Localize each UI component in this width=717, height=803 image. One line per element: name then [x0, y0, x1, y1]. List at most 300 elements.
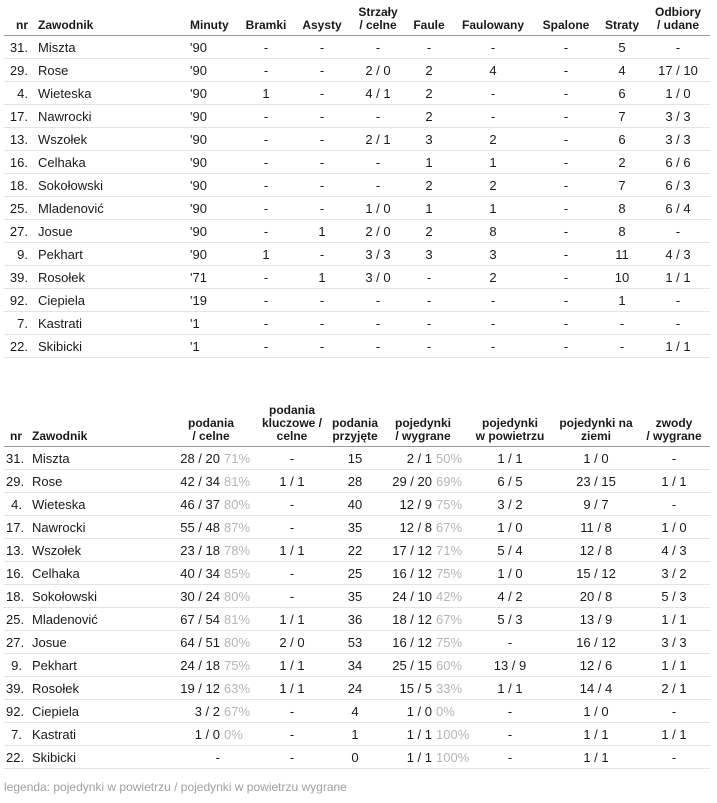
- cell-minutes: '90: [188, 220, 238, 243]
- cell-offside: -: [534, 220, 598, 243]
- cell-aerial-duels: 1 / 0: [466, 562, 554, 585]
- table-row: [4, 447, 710, 470]
- cell-aerial-duels: 5 / 3: [466, 608, 554, 631]
- cell-passes: [168, 677, 254, 700]
- cell-shots: 2 / 0: [350, 59, 406, 82]
- cell-player: Skibicki: [34, 335, 188, 358]
- cell-aerial-duels: 1 / 1: [466, 677, 554, 700]
- cell-recoveries: 1 / 1: [646, 335, 710, 358]
- cell-aerial-duels: 13 / 9: [466, 654, 554, 677]
- table-row: [4, 493, 710, 516]
- cell-passes: [168, 539, 254, 562]
- cell-player: Wszołek: [34, 128, 188, 151]
- cell-ground-duels: 16 / 12: [554, 631, 638, 654]
- cell-fouls: 2: [406, 82, 452, 105]
- cell-dribbles: 5 / 3: [638, 585, 710, 608]
- cell-duels-percent: 33%: [436, 680, 463, 696]
- cell-assists: -: [294, 312, 350, 335]
- cell-fouls: 1: [406, 197, 452, 220]
- header-received-passes: podania przyjęte: [330, 404, 380, 447]
- cell-fouls: -: [406, 312, 452, 335]
- cell-nr: 4.: [4, 82, 34, 105]
- cell-dribbles: -: [638, 493, 710, 516]
- header-minutes: Minuty: [188, 6, 238, 36]
- cell-player: Josue: [34, 220, 188, 243]
- cell-player: Sokołowski: [34, 174, 188, 197]
- cell-passes: [168, 631, 254, 654]
- cell-recoveries: 4 / 3: [646, 243, 710, 266]
- cell-duels-percent: 75%: [436, 565, 463, 581]
- cell-shots: -: [350, 335, 406, 358]
- cell-fouls: 1: [406, 151, 452, 174]
- cell-passes: [168, 700, 254, 723]
- cell-shots: 3 / 3: [350, 243, 406, 266]
- header-player: Zawodnik: [28, 404, 168, 447]
- cell-passes-percent: 85%: [224, 565, 251, 581]
- cell-duels-percent: 75%: [436, 496, 463, 512]
- cell-key-passes: -: [254, 585, 330, 608]
- cell-passes-value: 30 / 24: [180, 588, 220, 604]
- cell-received-passes: 34: [330, 654, 380, 677]
- cell-losses: -: [598, 335, 646, 358]
- cell-received-passes: 28: [330, 470, 380, 493]
- cell-recoveries: -: [646, 312, 710, 335]
- cell-losses: 8: [598, 197, 646, 220]
- cell-ground-duels: 12 / 6: [554, 654, 638, 677]
- cell-minutes: '90: [188, 174, 238, 197]
- cell-minutes: '90: [188, 243, 238, 266]
- cell-duels: [380, 723, 470, 746]
- cell-dribbles: 3 / 3: [638, 631, 710, 654]
- cell-duels: [380, 677, 466, 700]
- table-row: [4, 151, 710, 174]
- cell-minutes: '90: [188, 197, 238, 220]
- cell-passes: [168, 470, 254, 493]
- cell-passes-value: 55 / 48: [180, 519, 220, 535]
- cell-minutes: '90: [188, 59, 238, 82]
- cell-passes: [168, 585, 254, 608]
- cell-duels: [380, 608, 466, 631]
- cell-goals: 1: [238, 243, 294, 266]
- cell-ground-duels: 1 / 1: [554, 746, 638, 769]
- cell-nr: 18.: [4, 585, 28, 608]
- cell-passes-value: 28 / 20: [180, 450, 220, 466]
- table-row: [4, 82, 710, 105]
- cell-passes-percent: 81%: [224, 611, 251, 627]
- cell-fouled: -: [452, 105, 534, 128]
- cell-duels-percent: 67%: [436, 611, 463, 627]
- cell-key-passes: -: [254, 447, 330, 470]
- cell-key-passes: 1 / 1: [254, 608, 330, 631]
- cell-duels-value: 24 / 10: [392, 588, 432, 604]
- cell-key-passes: -: [254, 516, 330, 539]
- cell-passes-value: 40 / 34: [180, 565, 220, 581]
- cell-ground-duels: 9 / 7: [554, 493, 638, 516]
- legend-note: legenda: pojedynki w powietrzu / pojedynki w powietrzu wygrane: [4, 780, 347, 794]
- cell-dribbles: 1 / 1: [638, 723, 710, 746]
- cell-duels-value: 25 / 15: [392, 657, 432, 673]
- cell-passes-percent: 80%: [224, 634, 251, 650]
- cell-offside: -: [534, 59, 598, 82]
- cell-player: Rosołek: [28, 677, 168, 700]
- cell-key-passes: 1 / 1: [254, 654, 330, 677]
- cell-assists: 1: [294, 220, 350, 243]
- table-row: [4, 539, 710, 562]
- cell-ground-duels: 1 / 1: [554, 723, 638, 746]
- header-dribbles: zwody / wygrane: [638, 404, 710, 447]
- cell-player: Miszta: [34, 36, 188, 59]
- cell-fouls: -: [406, 36, 452, 59]
- cell-duels-value: 12 / 8: [399, 519, 432, 535]
- cell-assists: -: [294, 335, 350, 358]
- cell-fouled: 2: [452, 266, 534, 289]
- cell-duels-value: 18 / 12: [392, 611, 432, 627]
- cell-ground-duels: 15 / 12: [554, 562, 638, 585]
- cell-player: Wieteska: [34, 82, 188, 105]
- table-row: [4, 654, 710, 677]
- cell-fouls: -: [406, 266, 452, 289]
- cell-ground-duels: 23 / 15: [554, 470, 638, 493]
- cell-assists: -: [294, 197, 350, 220]
- cell-ground-duels: 13 / 9: [554, 608, 638, 631]
- cell-shots: -: [350, 36, 406, 59]
- table-row: [4, 746, 710, 769]
- table-row: [4, 677, 710, 700]
- cell-shots: -: [350, 312, 406, 335]
- cell-player: Kastrati: [34, 312, 188, 335]
- cell-minutes: '1: [188, 335, 238, 358]
- cell-fouled: 3: [452, 243, 534, 266]
- cell-received-passes: 35: [330, 585, 380, 608]
- table-row: [4, 335, 710, 358]
- cell-duels-percent: 75%: [436, 634, 463, 650]
- cell-assists: -: [294, 174, 350, 197]
- cell-assists: -: [294, 82, 350, 105]
- cell-duels-value: 1 / 0: [406, 703, 432, 719]
- header-fouls: Faule: [406, 6, 452, 36]
- table-row: [4, 197, 710, 220]
- header-passes: podania / celne: [168, 404, 254, 447]
- cell-assists: -: [294, 289, 350, 312]
- cell-losses: 4: [598, 59, 646, 82]
- cell-passes: [168, 516, 254, 539]
- cell-offside: -: [534, 312, 598, 335]
- cell-duels-value: 2 / 1: [406, 450, 432, 466]
- cell-passes-percent: 0%: [224, 726, 243, 742]
- cell-player: Nawrocki: [28, 516, 168, 539]
- cell-fouls: 2: [406, 105, 452, 128]
- cell-duels: [380, 447, 466, 470]
- cell-key-passes: -: [254, 700, 330, 723]
- cell-offside: -: [534, 335, 598, 358]
- cell-ground-duels: 1 / 0: [554, 700, 638, 723]
- cell-offside: -: [534, 151, 598, 174]
- cell-duels: [380, 493, 466, 516]
- player-stats-table-2: [4, 404, 710, 769]
- cell-passes: [168, 723, 254, 746]
- cell-fouled: -: [452, 82, 534, 105]
- cell-goals: -: [238, 174, 294, 197]
- table-row: [4, 289, 710, 312]
- cell-duels: [380, 539, 466, 562]
- cell-losses: 7: [598, 174, 646, 197]
- cell-passes-percent: 80%: [224, 588, 251, 604]
- cell-losses: -: [598, 312, 646, 335]
- cell-recoveries: 1 / 1: [646, 266, 710, 289]
- cell-fouled: 2: [452, 174, 534, 197]
- cell-duels-value: 12 / 9: [399, 496, 432, 512]
- cell-shots: 4 / 1: [350, 82, 406, 105]
- cell-nr: 9.: [4, 243, 34, 266]
- header-fouled: Faulowany: [452, 6, 534, 36]
- cell-fouled: -: [452, 289, 534, 312]
- cell-duels-percent: 100%: [436, 749, 470, 765]
- cell-player: Ciepiela: [34, 289, 188, 312]
- cell-aerial-duels: 6 / 5: [466, 470, 554, 493]
- cell-aerial-duels: 1 / 1: [466, 447, 554, 470]
- cell-minutes: '1: [188, 312, 238, 335]
- cell-shots: -: [350, 151, 406, 174]
- cell-fouled: 1: [452, 151, 534, 174]
- cell-nr: 92.: [4, 700, 28, 723]
- cell-received-passes: 35: [330, 516, 380, 539]
- cell-dribbles: -: [638, 447, 710, 470]
- table-header-row: [4, 404, 710, 447]
- cell-nr: 25.: [4, 608, 28, 631]
- table-row: [4, 470, 710, 493]
- cell-duels: [380, 470, 466, 493]
- cell-shots: 2 / 0: [350, 220, 406, 243]
- cell-passes-percent: 80%: [224, 496, 251, 512]
- cell-passes: [168, 608, 254, 631]
- header-offside: Spalone: [534, 6, 598, 36]
- cell-duels: [380, 700, 466, 723]
- cell-passes-value: 24 / 18: [180, 657, 220, 673]
- cell-nr: 39.: [4, 266, 34, 289]
- header-recoveries: Odbiory / udane: [646, 6, 710, 36]
- cell-passes-value: 67 / 54: [180, 611, 220, 627]
- table-row: [4, 220, 710, 243]
- table-row: [4, 105, 710, 128]
- cell-passes-value: 46 / 37: [180, 496, 220, 512]
- cell-player: Pekhart: [28, 654, 168, 677]
- cell-aerial-duels: 5 / 4: [466, 539, 554, 562]
- cell-duels-percent: 67%: [436, 519, 463, 535]
- cell-aerial-duels: 1 / 0: [466, 516, 554, 539]
- cell-dribbles: 3 / 2: [638, 562, 710, 585]
- cell-received-passes: 24: [330, 677, 380, 700]
- table-header-row: [4, 6, 710, 36]
- cell-goals: -: [238, 289, 294, 312]
- cell-passes: [168, 746, 254, 769]
- table-row: [4, 562, 710, 585]
- header-nr: nr: [4, 404, 28, 447]
- cell-shots: 1 / 0: [350, 197, 406, 220]
- cell-key-passes: -: [254, 493, 330, 516]
- cell-dribbles: 4 / 3: [638, 539, 710, 562]
- cell-fouls: 2: [406, 59, 452, 82]
- cell-duels-value: 15 / 5: [399, 680, 432, 696]
- cell-goals: -: [238, 128, 294, 151]
- cell-shots: 3 / 0: [350, 266, 406, 289]
- table-row: [4, 631, 710, 654]
- cell-key-passes: -: [254, 723, 330, 746]
- cell-aerial-duels: -: [466, 723, 554, 746]
- header-assists: Asysty: [294, 6, 350, 36]
- cell-fouled: 8: [452, 220, 534, 243]
- cell-recoveries: 3 / 3: [646, 105, 710, 128]
- cell-duels-value: 1 / 1: [406, 726, 432, 742]
- cell-key-passes: 2 / 0: [254, 631, 330, 654]
- cell-aerial-duels: 4 / 2: [466, 585, 554, 608]
- header-player: Zawodnik: [34, 6, 188, 36]
- cell-player: Nawrocki: [34, 105, 188, 128]
- cell-fouls: -: [406, 335, 452, 358]
- cell-dribbles: -: [638, 700, 710, 723]
- table-row: [4, 128, 710, 151]
- cell-fouls: 2: [406, 220, 452, 243]
- cell-passes-value: 1 / 0: [194, 726, 220, 742]
- cell-player: Ciepiela: [28, 700, 168, 723]
- cell-shots: -: [350, 289, 406, 312]
- cell-player: Wieteska: [28, 493, 168, 516]
- player-stats-table-1: [4, 6, 710, 358]
- cell-dribbles: 2 / 1: [638, 677, 710, 700]
- cell-recoveries: 1 / 0: [646, 82, 710, 105]
- cell-nr: 17.: [4, 516, 28, 539]
- cell-losses: 5: [598, 36, 646, 59]
- cell-nr: 25.: [4, 197, 34, 220]
- cell-losses: 10: [598, 266, 646, 289]
- cell-key-passes: -: [254, 746, 330, 769]
- cell-nr: 31.: [4, 36, 34, 59]
- cell-losses: 6: [598, 128, 646, 151]
- cell-nr: 18.: [4, 174, 34, 197]
- cell-nr: 29.: [4, 59, 34, 82]
- cell-received-passes: 40: [330, 493, 380, 516]
- cell-ground-duels: 1 / 0: [554, 447, 638, 470]
- cell-received-passes: 53: [330, 631, 380, 654]
- cell-offside: -: [534, 266, 598, 289]
- cell-passes-value: 19 / 12: [180, 680, 220, 696]
- cell-player: Celhaka: [34, 151, 188, 174]
- cell-player: Mladenović: [28, 608, 168, 631]
- cell-player: Rosołek: [34, 266, 188, 289]
- cell-received-passes: 1: [330, 723, 380, 746]
- table-row: [4, 516, 710, 539]
- cell-player: Josue: [28, 631, 168, 654]
- header-goals: Bramki: [238, 6, 294, 36]
- cell-duels-percent: 100%: [436, 726, 470, 742]
- cell-assists: -: [294, 128, 350, 151]
- cell-losses: 11: [598, 243, 646, 266]
- header-shots: Strzały / celne: [350, 6, 406, 36]
- cell-recoveries: 6 / 4: [646, 197, 710, 220]
- cell-duels-value: 29 / 20: [392, 473, 432, 489]
- header-losses: Straty: [598, 6, 646, 36]
- cell-player: Mladenović: [34, 197, 188, 220]
- cell-ground-duels: 20 / 8: [554, 585, 638, 608]
- cell-aerial-duels: 3 / 2: [466, 493, 554, 516]
- cell-assists: -: [294, 243, 350, 266]
- cell-fouls: -: [406, 289, 452, 312]
- cell-passes-percent: 75%: [224, 657, 251, 673]
- cell-goals: -: [238, 312, 294, 335]
- cell-duels: [380, 654, 466, 677]
- cell-recoveries: 6 / 6: [646, 151, 710, 174]
- table-row: [4, 585, 710, 608]
- cell-nr: 13.: [4, 128, 34, 151]
- cell-duels: [380, 516, 466, 539]
- cell-dribbles: 1 / 1: [638, 470, 710, 493]
- cell-ground-duels: 11 / 8: [554, 516, 638, 539]
- header-aerial-duels: pojedynki w powietrzu: [466, 404, 554, 447]
- cell-passes-percent: 87%: [224, 519, 251, 535]
- header-ground-duels: pojedynki na ziemi: [554, 404, 638, 447]
- cell-offside: -: [534, 174, 598, 197]
- header-nr: nr: [4, 6, 34, 36]
- cell-assists: -: [294, 36, 350, 59]
- cell-minutes: '90: [188, 36, 238, 59]
- cell-aerial-duels: -: [466, 746, 554, 769]
- cell-assists: 1: [294, 266, 350, 289]
- cell-minutes: '90: [188, 105, 238, 128]
- cell-nr: 4.: [4, 493, 28, 516]
- header-duels: pojedynki / wygrane: [380, 404, 466, 447]
- cell-dribbles: 1 / 1: [638, 608, 710, 631]
- cell-received-passes: 0: [330, 746, 380, 769]
- cell-fouled: 4: [452, 59, 534, 82]
- cell-minutes: '90: [188, 151, 238, 174]
- cell-goals: -: [238, 220, 294, 243]
- table-row: [4, 266, 710, 289]
- cell-received-passes: 36: [330, 608, 380, 631]
- cell-player: Rose: [34, 59, 188, 82]
- cell-duels-value: 1 / 1: [406, 749, 432, 765]
- cell-assists: -: [294, 59, 350, 82]
- cell-aerial-duels: -: [466, 700, 554, 723]
- cell-fouls: 2: [406, 174, 452, 197]
- cell-player: Celhaka: [28, 562, 168, 585]
- cell-duels-value: 16 / 12: [392, 634, 432, 650]
- cell-recoveries: -: [646, 289, 710, 312]
- cell-duels-percent: 71%: [436, 542, 463, 558]
- cell-nr: 16.: [4, 151, 34, 174]
- cell-aerial-duels: -: [466, 631, 554, 654]
- cell-passes-value: 42 / 34: [180, 473, 220, 489]
- cell-minutes: '19: [188, 289, 238, 312]
- cell-shots: 2 / 1: [350, 128, 406, 151]
- cell-losses: 2: [598, 151, 646, 174]
- cell-goals: 1: [238, 82, 294, 105]
- cell-goals: -: [238, 59, 294, 82]
- cell-losses: 1: [598, 289, 646, 312]
- cell-duels: [380, 585, 466, 608]
- cell-key-passes: 1 / 1: [254, 470, 330, 493]
- cell-player: Miszta: [28, 447, 168, 470]
- cell-nr: 27.: [4, 220, 34, 243]
- cell-passes: [168, 493, 254, 516]
- cell-goals: -: [238, 335, 294, 358]
- cell-player: Kastrati: [28, 723, 168, 746]
- cell-recoveries: -: [646, 36, 710, 59]
- cell-passes-value: -: [215, 749, 220, 765]
- cell-key-passes: -: [254, 562, 330, 585]
- cell-duels-percent: 60%: [436, 657, 463, 673]
- table-row: [4, 312, 710, 335]
- cell-offside: -: [534, 82, 598, 105]
- cell-received-passes: 15: [330, 447, 380, 470]
